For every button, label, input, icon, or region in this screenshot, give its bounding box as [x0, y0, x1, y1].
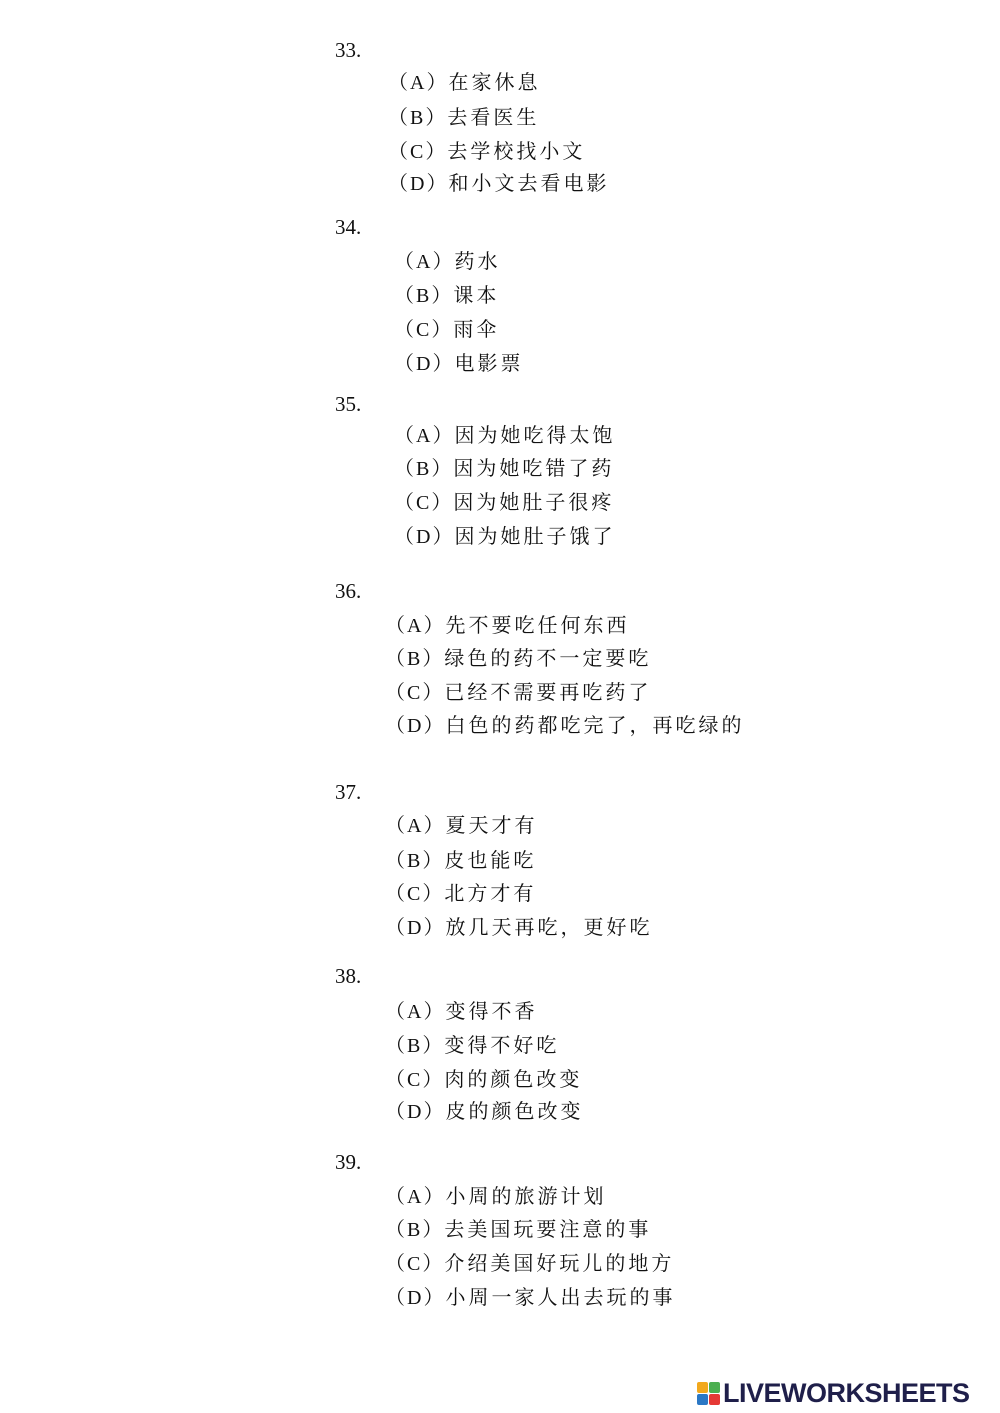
option-letter: （C）	[385, 883, 445, 905]
question-number: 37.	[335, 780, 362, 804]
option-letter: （A）	[385, 1186, 446, 1208]
option-letter: （C）	[394, 319, 454, 341]
option-text: 变得不好吃	[444, 1033, 560, 1057]
option-text: 肉的颜色改变	[444, 1067, 583, 1091]
option-38-a[interactable]	[385, 999, 537, 1024]
option-text: 白色的药都吃完了，再吃绿的	[445, 713, 745, 737]
option-text: 皮的颜色改变	[445, 1099, 584, 1123]
option-text: 绿色的药不一定要吃	[444, 646, 652, 670]
option-text: 放几天再吃，更好吃	[445, 915, 653, 939]
option-text: 夏天才有	[445, 813, 538, 837]
option-text: 雨伞	[453, 317, 500, 341]
option-text: 电影票	[454, 351, 524, 375]
option-letter: （D）	[385, 1287, 446, 1309]
option-letter: （D）	[388, 173, 449, 195]
logo-text: LIVEWORKSHEETS	[723, 1378, 970, 1408]
option-letter: （A）	[385, 815, 446, 837]
option-34-a[interactable]	[394, 249, 500, 274]
option-38-d[interactable]	[385, 1099, 583, 1124]
option-35-c[interactable]	[394, 490, 614, 515]
option-text: 因为她肚子饿了	[454, 524, 616, 548]
option-text: 已经不需要再吃药了	[444, 680, 652, 704]
option-letter: （C）	[385, 1069, 445, 1091]
option-letter: （A）	[385, 615, 446, 637]
question-number: 38.	[335, 964, 362, 988]
logo-mark-square	[709, 1382, 720, 1393]
question-number: 35.	[335, 392, 362, 416]
option-39-c[interactable]	[385, 1251, 674, 1276]
option-34-b[interactable]	[394, 283, 499, 308]
option-text: 皮也能吃	[444, 848, 537, 872]
option-letter: （A）	[388, 72, 449, 94]
option-39-a[interactable]	[385, 1184, 606, 1209]
option-text: 因为她肚子很疼	[453, 490, 615, 514]
option-letter: （A）	[394, 251, 455, 273]
option-letter: （B）	[385, 850, 445, 872]
option-text: 小周的旅游计划	[445, 1184, 607, 1208]
option-letter: （C）	[394, 492, 454, 514]
option-text: 介绍美国好玩儿的地方	[444, 1251, 675, 1275]
option-letter: （D）	[385, 1101, 446, 1123]
option-letter: （B）	[385, 1035, 445, 1057]
liveworksheets-logo[interactable]	[697, 1380, 970, 1406]
option-letter: （C）	[385, 1253, 445, 1275]
option-39-d[interactable]	[385, 1285, 675, 1310]
option-36-c[interactable]	[385, 680, 651, 705]
option-text: 先不要吃任何东西	[445, 613, 630, 637]
logo-mark-square	[697, 1394, 708, 1405]
option-33-a[interactable]	[388, 70, 540, 95]
question-number: 39.	[335, 1150, 362, 1174]
option-text: 小周一家人出去玩的事	[445, 1285, 676, 1309]
option-33-d[interactable]	[388, 171, 609, 196]
option-text: 去美国玩要注意的事	[444, 1217, 652, 1241]
option-text: 因为她吃得太饱	[454, 423, 616, 447]
option-37-a[interactable]	[385, 813, 537, 838]
option-34-d[interactable]	[394, 351, 523, 376]
option-letter: （B）	[394, 458, 454, 480]
option-letter: （D）	[394, 526, 455, 548]
option-34-c[interactable]	[394, 317, 499, 342]
option-text: 课本	[453, 283, 500, 307]
option-text: 药水	[454, 249, 501, 273]
option-text: 去学校找小文	[447, 139, 586, 163]
option-letter: （A）	[385, 1001, 446, 1023]
option-letter: （B）	[394, 285, 454, 307]
option-35-b[interactable]	[394, 456, 614, 481]
option-letter: （D）	[385, 715, 446, 737]
option-33-c[interactable]	[388, 139, 585, 164]
option-letter: （B）	[385, 1219, 445, 1241]
option-letter: （C）	[388, 141, 448, 163]
option-text: 北方才有	[444, 881, 537, 905]
option-text: 在家休息	[448, 70, 541, 94]
option-36-a[interactable]	[385, 613, 629, 638]
option-33-b[interactable]	[388, 105, 539, 130]
option-36-d[interactable]	[385, 713, 744, 738]
option-37-d[interactable]	[385, 915, 652, 940]
option-text: 去看医生	[447, 105, 540, 129]
question-number: 36.	[335, 579, 362, 603]
question-number: 34.	[335, 215, 362, 239]
option-37-b[interactable]	[385, 848, 536, 873]
option-39-b[interactable]	[385, 1217, 651, 1242]
option-36-b[interactable]	[385, 646, 651, 671]
option-37-c[interactable]	[385, 881, 536, 906]
option-text: 和小文去看电影	[448, 171, 610, 195]
option-38-b[interactable]	[385, 1033, 559, 1058]
option-letter: （D）	[385, 917, 446, 939]
option-letter: （B）	[388, 107, 448, 129]
option-letter: （B）	[385, 648, 445, 670]
option-text: 因为她吃错了药	[453, 456, 615, 480]
logo-mark-square	[697, 1382, 708, 1393]
logo-mark-square	[709, 1394, 720, 1405]
option-38-c[interactable]	[385, 1067, 582, 1092]
option-text: 变得不香	[445, 999, 538, 1023]
question-number: 33.	[335, 38, 362, 62]
option-letter: （D）	[394, 353, 455, 375]
option-letter: （A）	[394, 425, 455, 447]
option-letter: （C）	[385, 682, 445, 704]
option-35-d[interactable]	[394, 524, 615, 549]
option-35-a[interactable]	[394, 423, 615, 448]
logo-mark-icon	[697, 1382, 720, 1405]
